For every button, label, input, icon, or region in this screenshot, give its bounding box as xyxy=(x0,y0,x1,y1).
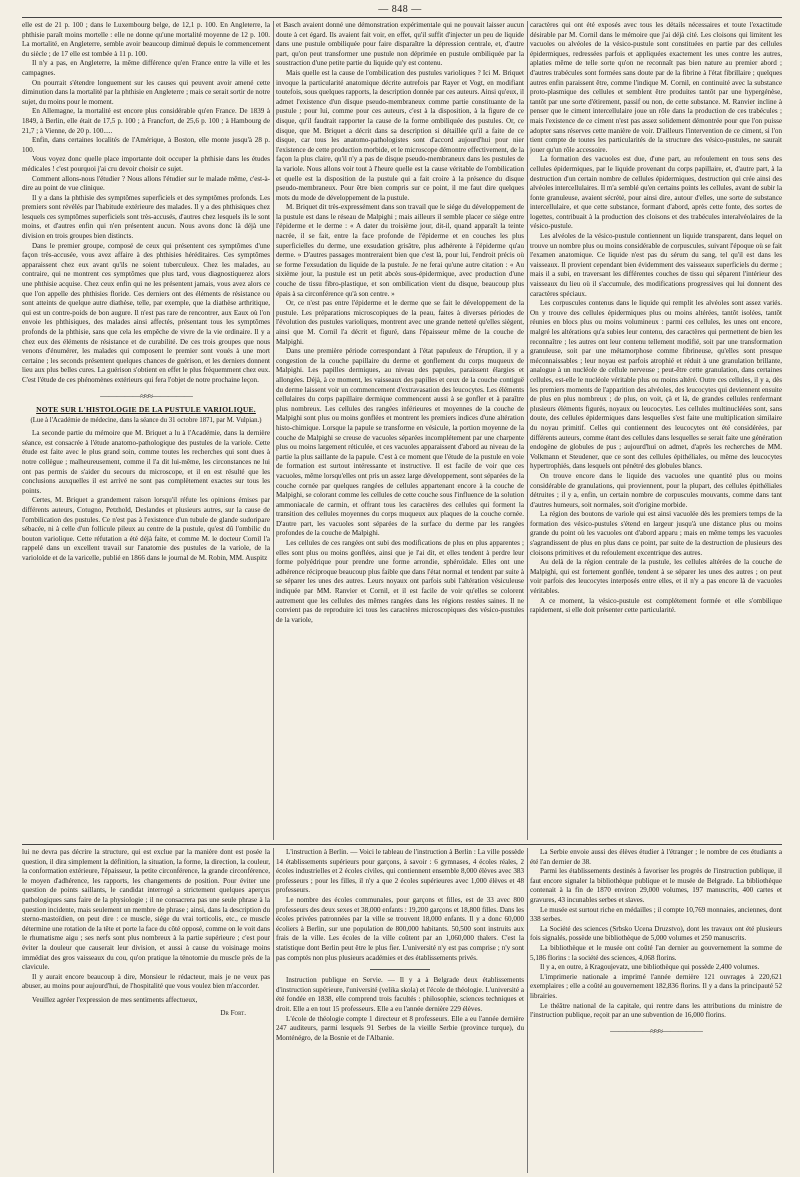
column-2 xyxy=(276,21,524,840)
paragraph: La région des boutons de variole qui est ainsi vacuolée dès les premiers temps de la formation des vésico-pustules s'étend en largeur jusqu'à une distance plus ou moins grande du point où les vacuoles ont d'abord apparu ; mais en même temps les vacuoles s'agrandissent de plus en plus dans ce point, par suite de la destruction de plusieurs des cloisons primitives et du refoulement excentrique des autres. xyxy=(530,510,782,557)
paragraph: Mais quelle est la cause de l'ombilication des pustules varioliques ? Ici M. Briquet invoque la particularité anatomique décrite autrefois par Rayer et Vogt, en modifiant toutefois, sous quelques rapports, la description donnée par ces auteurs. Ainsi qu'eux, il admet l'existence d'un disque pseudo-membraneux comme partie constituante de la pustule ; pour lui, comme pour ces auteurs, c'est à la disposition, à la figure de ce disque, qu'il faudrait rapporter la cause de la forme ombiliquée des pustules. Or, ce disque, que M. Briquet a décrit dans sa description si détaillée qu'il a faite de ce disque, car tous les anatomo-pathologistes sont d'accord aujourd'hui pour nier l'existence de cette production morbide, et le microscope démontre effectivement, de la façon la plus claire, qu'il n'y a pas de disque pseudo-membraneux dans les pustules de la variole. Nous allons voir tout à l'heure quelle est la cause véritable de l'ombilication et quelle est la disposition de la pustule qui a fait croire à la présence du disque pseudo-membraneux. Pour être bien compris sur ce point, il me faut dire quelques mots du mode de développement de la pustule. xyxy=(276,68,524,202)
paragraph: La Serbie envoie aussi des élèves étudier à l'étranger ; le nombre de ces étudiants a été l'an dernier de 38. xyxy=(530,848,782,866)
paragraph: Or, ce n'est pas entre l'épiderme et le derme que se fait le développement de la pustule. Les préparations microscopiques de la peau, faites à diverses périodes de l'évolution des pustules varioliques, montrent avec une grande netteté qu'elles siègent, ainsi que M. Cornil l'a décrit et figuré, dans l'épaisseur même de la couche de Malpighi. xyxy=(276,299,524,346)
paragraph: En Allemagne, la mortalité est encore plus considérable qu'en France. De 1839 à 1849, à Berlin, elle était de 17,5 p. 100 ; à Francfort, de 25,6 p. 100 ; à Hambourg de 21,7 ; à Vienne, de 20 p. 100..... xyxy=(22,107,270,135)
paragraph: Parmi les établissements destinés à favoriser les progrès de l'instruction publique, il faut encore signaler la bibliothèque publique et le musée de Belgrade. La bibliothèque contenait à la fin de 1870 environ 29,000 volumes, 197 manuscrits, 400 cartes et gravures, 43 incunables serbes et slaves. xyxy=(530,867,782,904)
paragraph: L'instruction à Berlin. — Voici le tableau de l'instruction à Berlin : La ville possède 14 établissements supérieurs pour garçons, à savoir : 6 gymnases, 4 écoles réales, 2 écoles industrielles et 2 écoles civiles, qui contiennent ensemble 8,000 élèves avec 383 professeurs ; pour les filles, il n'y a que 2 écoles supérieures avec 1,000 élèves et 48 professeurs. xyxy=(276,848,524,895)
short-divider xyxy=(370,969,430,970)
paragraph: Il y aurait encore beaucoup à dire, Monsieur le rédacteur, mais je ne veux pas abuser, au moins pour aujourd'hui, de l'hospitalité que vous voulez bien m'accorder. xyxy=(22,972,270,991)
paragraph: L'école de théologie compte 1 directeur et 8 professeurs. Elle a eu l'année dernière 247 auditeurs, parmi lesquels 91 Serbes de la vieille Serbie (province turque), du Monténégro, de la Bosnie et de l'Albanie. xyxy=(276,1014,524,1042)
paragraph: La Société des sciences (Srbsko Ucena Druzstvo), dont les travaux ont été plusieurs fois signalés, possède une bibliothèque de 5,000 volumes et 250 manuscrits. xyxy=(530,924,782,943)
column-divider xyxy=(527,21,528,840)
paragraph: L'imprimerie nationale a imprimé l'année dernière 121 ouvrages à 220,621 exemplaires ; elle a coûté au gouvernement 182,836 florins. Il y a dans la principauté 52 librairies. xyxy=(530,972,782,1000)
paragraph: Les corpuscules contenus dans le liquide qui remplit les alvéoles sont assez variés. On y trouve des cellules épidermiques plus ou moins altérées, tantôt isolées, tantôt réunies en blocs plus ou moins volumineux : parmi ces cellules, les unes ont encore, malgré les altérations qu'a subies leur contenu, des caractères qui permettent de bien les reconnaître ; les autres ont leur contenu tellement modifié, soit par une transformation granuleuse, soit par une métamorphose comme fibrineuse, qu'elles sont presque méconnaissables ; leur noyau est parfois atrophié et réduit à une granulation brillante, analogue à un nucléole de cellule nerveuse ; peut-être cette granulation, dans certaines cellules, est-elle le nucléole véritable plus ou moins altéré. Outre ces cellules, il y a, dès les premiers moments de l'apparition des alvéoles, des leucocytes qui deviennent ensuite de plus en plus nombreux ; de plus, on voit, çà et là, de grandes cellules renfermant plusieurs éléments figurés, noyaux ou leucocytes. Les cellules multinucléées sont, sans doute, des cellules épidermiques dans lesquelles s'est faite une multiplication similaire du noyau primitif. Celles qui contiennent des leucocytes ont été considérées, par différents auteurs, comme étant des cellules dans lesquelles se serait faite une génération endogène de globules de pus ; aujourd'hui on admet, d'après les recherches de MM. Volkmann et Steudener, que ce sont des cellules épithéliales, ou même des leucocytes hypertrophiés, dans lesquels ont pénétré des globules blancs. xyxy=(530,299,782,471)
column-divider xyxy=(527,848,528,1173)
section-subtitle: (Lue à l'Académie de médecine, dans la séance du 31 octobre 1871, par M. Vulpian.) xyxy=(30,416,262,424)
bottom-column-3 xyxy=(530,848,782,1173)
paragraph: Les cellules de ces rangées ont subi des modifications de plus en plus apparentes ; elles sont plus ou moins gonflées, ainsi que je l'ai dit, et elles tendent à perdre leur forme polyédrique pour prendre une forme arrondie, sphéroïdale. Elles ont une adhérence réciproque beaucoup plus faible que dans l'état normal et tendent par suite à se séparer les unes des autres. Leurs noyaux ont parfois subi l'altération vésiculeuse indiquée par MM. Ranvier et Cornil, et il est facile de voir qu'elles se colorent autrement que les cellules des mêmes rangées dans les régions restées saines. Il ne convient pas de reproduire ici tous les caractères microscopiques des vésico-pustules de la variole, xyxy=(276,539,524,624)
section-ornament: —————≈≈≈————— xyxy=(100,390,192,401)
paragraph: Instruction publique en Servie. — Il y a à Belgrade deux établissements d'instruction supérieure, l'université (velika skola) et l'école de théologie. L'université a été fondée en 1838, elle comprend trois facultés : philosophie, sciences techniques et droit. Elle a en tout 15 professeurs. Elle a eu l'année dernière 229 élèves. xyxy=(276,976,524,1013)
top-rule xyxy=(22,17,782,18)
paragraph: On trouve encore dans le liquide des vacuoles une quantité plus ou moins considérable de granulations, qui proviennent, pour la plupart, des cellules épithéliales détruites ; il y a, enfin, un certain nombre de corpuscules mouvants, comme dans tant d'autres humeurs, soit normales, soit d'origine morbide. xyxy=(530,471,782,509)
paragraph: M. Briquet dit très-expressément dans son travail que le siége du développement de la pustule est dans le réseau de Malpighi ; mais ailleurs il semble placer ce siége entre l'épiderme et le derme : « A dater du troisième jour, dit-il, quand apparaît la teinte nacrée, il se fait, entre la face profonde de l'épiderme et en couches les plus superficielles du derme, une exsudation grisâtre, plus adhérente à l'épiderme qu'au derme. » D'autres passages montreraient bien que c'est là, pour lui, l'endroit précis où se forme l'exsudation du liquide de la pustule. Je ne ferai qu'une autre citation : « Au sixième jour, la pustule est un petit abcès sous-épidermique, avec production d'une couche de tissu fibro-plastique, et son ombilication vient du disque, beaucoup plus épais à sa circonférence qu'à son centre. » xyxy=(276,203,524,298)
paragraph: Certes, M. Briquet a grandement raison lorsqu'il réfute les opinions émises par différents auteurs, Cotugno, Petzhold, Deslandes et plusieurs autres, sur la cause de l'ombilication des pustules. Ce n'est pas à l'existence d'un tubule de glande sudoripare sébacée, ni à celle d'un follicule pileux au centre de la pustule, qu'est dû l'ombilic du bouton variolique. Cette réfutation a été déjà faite, et comme M. le docteur Cornil l'a rappelé dans un excellent travail sur l'anatomie des pustules de la variole, de la varioloïde et de la varicelle, publié en 1866 dans le journal de M. Robin, MM. Auspitz xyxy=(22,496,270,562)
paragraph: Au delà de la région centrale de la pustule, les cellules altérées de la couche de Malpighi, qui est fortement gonflée, tendent à se séparer les unes des autres ; on peut voir parfois des leucocytes interposés entre elles, et il n'y a pas encore là de vacuoles véritables. xyxy=(530,558,782,596)
paragraph: elle est de 21 p. 100 ; dans le Luxembourg belge, de 12,1 p. 100. En Angleterre, la phthisie paraît moins mortelle : elle ne donne qu'une mortalité moyenne de 12 p. 100. La mortalité, en Angleterre, semble avoir beaucoup diminué depuis le commencement du siècle ; de 17 elle est tombée à 11 p. 100. xyxy=(22,21,270,58)
paragraph: On pourrait s'étendre longuement sur les causes qui peuvent avoir amené cette diminution dans la mortalité par la phthisie en Angleterre ; mais ce serait sortir de notre sujet, du moins pour le moment. xyxy=(22,78,270,106)
paragraph: Veuillez agréer l'expression de mes sentiments affectueux, xyxy=(32,995,198,1004)
paragraph: Le théâtre national de la capitale, qui rentre dans les attributions du ministre de l'instruction publique, reçoit par an une subvention de 16,000 florins. xyxy=(530,1001,782,1020)
paragraph: Il y a, en outre, à Kragoujevatz, une bibliothèque qui possède 2,400 volumes. xyxy=(540,963,760,972)
bottom-column-2 xyxy=(276,848,524,1173)
signature: Dr Fort. xyxy=(220,1008,246,1017)
paragraph: Il y a dans la phthisie des symptômes superficiels et des symptômes profonds. Les premiers sont révélés par l'habitude extérieure des malades. Il y a des phthisiques chez lesquels ces symptômes superficiels sont très-accusés, d'autres chez lesquels ils le sont moins, et d'autres enfin qui n'en présentent aucun. Nous avons donc là déjà une division en trois groupes bien distincts. xyxy=(22,193,270,241)
paragraph: caractères qui ont été exposés avec tous les détails nécessaires et toute l'exactitude désirable par M. Cornil dans le mémoire que j'ai déjà cité. Les cloisons qui limitent les vacuoles ou alvéoles de la vésico-pustule sont constituées en partie par des cellules épidermiques, redressées parfois et appliquées exactement les unes contre les autres, aplaties même de telle sorte qu'on ne reconnaît pas bien nature au premier abord ; d'autres trabécules sont formées sans doute par de la fibrine à l'état fibrillaire ; quelques autres enfin paraissent être, comme l'indique M. Cornil, en continuité avec la substance proto-plasmique des cellules et semblent être produites tantôt par une hypergénèse, tantôt par une sorte d'étirement, passif ou non, de cette substance. M. Ranvier incline à penser que le ciment intercellulaire joue un rôle dans la production de ces trabécules ; mais l'existence de ce ciment n'est pas assez solidement démontrée pour que l'on puisse adopter sans réserves cette manière de voir. D'ailleurs l'intervention de ce ciment, si l'on tient compte de toutes les particularités de la structure des vésico-pustules, ne saurait jouer qu'un rôle accessoire. xyxy=(530,21,782,154)
bottom-column-1 xyxy=(22,848,270,1173)
paragraph: Enfin, dans certaines localités de l'Amérique, à Boston, elle monte jusqu'à 28 p. 100. xyxy=(22,136,270,154)
paragraph: Vous voyez donc quelle place importante doit occuper la phthisie dans les études médicales ! c'est pourquoi j'ai cru devoir choisir ce sujet. xyxy=(22,155,270,173)
paragraph: Dans une première période correspondant à l'état papuleux de l'éruption, il y a congestion de la couche papillaire du derme et gonflement du corps muqueux de Malpighi. Les papilles dermiques, au niveau des papules, paraissent élargies et allongées. Déjà, à ce moment, les vaisseaux des papilles et ceux de la couche contiguë du derme laissent voir un commencement d'extravasation des leucocytes. Les éléments cellulaires du corps papillaire dermique commencent aussi à se gonfler et à paraître plus nombreux. Les cellules des rangées inférieures et moyennes de la couche de Malpighi sont plus ou moins gonflées et montrent les premiers indices d'une altération histo-chimique. Lorsque la papule se transforme en vésicule, la portion moyenne de la couche de Malpighi se creuse de vacuoles séparées incomplétement par une charpente plus ou moins largement réticulée, et ces vacuoles apparaissent d'abord au niveau de la partie la plus saillante de la papule. C'est à ce moment que l'étude de la pustule en voie de formation est surtout intéressante et instructive. Il est facile de voir que ces vacuoles, même lorsqu'elles ont pris un assez large développement, sont séparées de la couche cornée par quelques rangées de cellules appartenant encore à la couche de Malpighi, se colorant comme les cellules de cette couche sous l'influence de la solution ammoniacale de carmin, et offrant tous les caractères des cellules qui forment la transition des cellules moyennes du corps muqueux aux plaques de la couche cornée. D'autre part, les vacuoles sont séparées de la surface du derme par les rangées profondes de la couche de Malpighi. xyxy=(276,347,524,538)
section-divider xyxy=(22,844,782,845)
paragraph: La bibliothèque et le musée ont coûté l'an dernier au gouvernement la somme de 5,186 florins : la société des sciences, 4,068 florins. xyxy=(530,943,782,962)
paragraph: La seconde partie du mémoire que M. Briquet a lu à l'Académie, dans la dernière séance, est consacrée à l'étude anatomo-pathologique des pustules de la variole. Cette étude est faite avec le plus grand soin, comme toutes les recherches qui sont dues à notre collègue ; malheureusement, comme il l'a dit lui-même, les circonstances ne lui ont pas permis de s'aider du secours du microscope, et il en est résulté que les conclusions auxquelles il est arrivé ne sont pas complètement exactes sur tous les points. xyxy=(22,429,270,495)
paragraph: lui ne devra pas décrire la structure, qui est exclue par la manière dont est posée la question, il dira simplement la définition, la situation, la forme, la direction, la couleur, la conformation extérieure, l'épaisseur, la petite circonférence, la grande circonférence, le moyen d'adhérence, les rapports, les changements de position. Pour éviter une question de points saillants, le candidat interrogé a strictement quelques aperçus pathologiques sans faire de la physiologie ; il ne consacrera pas une seule phrase à la question incidente, mais seulement un membre de phrase ; ainsi, dans la description du sterno-mastoïdien, on peut dire : ce muscle, siége du vrai torticolis, etc., ce muscle détermine une rotation de la tête et porte la face du côté opposé, comme on le voit dans le rhumatisme aigu ; ses nerfs sont plus nombreux à la partie supérieure ; c'est pour éviter la douleur que causerait leur division, et aussi à cause du voisinage moins immédiat des gros vaisseaux du cou, qu'on pratique la ténotomie du muscle près de la clavicule. xyxy=(22,848,270,972)
paragraph: Le nombre des écoles communales, pour garçons et filles, est de 33 avec 800 professeurs des deux sexes et 38,000 enfants : 19,200 garçons et 18,800 filles. Dans les écoles privées patronnées par la ville se trouvent 18,000 enfants. Il y a donc 60,000 écoliers à Berlin, sur une population de 800,000 habitants. 50,500 sont instruits aux frais de la ville. Les écoles de la ville coûtent par an 1,060,000 thalers. C'est la statistique dont Berlin peut être le plus fier. L'université n'y est pas comprise ; n'y sont pas comptés non plus plusieurs académies et des établissements privés. xyxy=(276,895,524,962)
paragraph: Le musée est surtout riche en médailles ; il compte 10,769 monnaies, anciennes, dont 338 serbes. xyxy=(530,905,782,924)
column-divider xyxy=(273,21,274,840)
paragraph: Comment allons-nous l'étudier ? Nous allons l'étudier sur le malade même, c'est-à-dire au point de vue clinique. xyxy=(22,174,270,193)
paragraph: A ce moment, la vésico-pustule est complétement formée et elle s'ombilique rapidement, si elle doit présenter cette particularité. xyxy=(530,596,782,615)
paragraph: Il n'y a pas, en Angleterre, la même différence qu'en France entre la ville et les campagnes. xyxy=(22,59,270,77)
page-number: — 848 — xyxy=(378,4,422,15)
section-title: NOTE SUR L'HISTOLOGIE DE LA PUSTULE VARIOLIQUE. xyxy=(36,405,256,415)
paragraph: Dans le premier groupe, composé de ceux qui présentent ces symptômes d'une façon très-accusée, vous avez affaire à des phthisies héréditaires. Ces symptômes apparaissent chez eux avant qu'ils ne soient tuberculeux. Chez les malades, au contraire, qui ne montrent ces symptômes que plus tard, vous diagnostiquerez alors une phthisie acquise. Chez ceux enfin qui ne les présentent jamais, vous avez alors ce que l'on appelle des phthisies floride. Ces derniers ont des éléments de résistance ou sont atteints de quelque autre diathèse, telle, par exemple, que la diathèse arthritique, qui est un contre-poids de bon augure. Il n'est pas rare de rencontrer, aux Eaux où l'on envoie les phthisiques, des malades ainsi affectés, présentant tous les symptômes profonds de la phthisie, sans que cela les empêche de vivre de la vie ordinaire. Il y a chez eux des éléments de résistance et de curabilité. De ces trois groupes que nous venons d'énumérer, les malades qui composent le premier sont voués à une mort certaine ; les seconds présentent quelques chances de guérison, et les derniers donnent lieu aux plus belles cures. La guérison s'obtient en effet le plus fréquemment chez eux. C'est l'étude de ces phénomènes extérieurs qui fera l'objet de notre prochaine leçon. xyxy=(22,241,270,384)
column-3 xyxy=(530,21,782,840)
paragraph: et Basch avaient donné une démonstration expérimentale qui ne pouvait laisser aucun doute à cet égard. Ils avaient fait voir, en effet, qu'il suffit d'injecter un peu de liquide dans une pustule ombiliquée pour faire disparaître la dépression centrale, et, d'autre part, qu'on peut transformer une pustule non déprimée en pustule ombiliquée par la soustraction d'une petite partie du liquide qu'y est contenu. xyxy=(276,21,524,68)
column-divider xyxy=(273,848,274,1173)
column-1 xyxy=(22,21,270,840)
paragraph: La formation des vacuoles est due, d'une part, au refoulement en tous sens des cellules épidermiques, par le liquide provenant du corps papillaire, et, d'autre part, à la destruction d'un certain nombre de cellules épidermiques, destruction qui crée ainsi des alvéoles intercellulaires. Il m'a semblé qu'en certains points les cellules, avant de subir la fonte granuleuse, avaient sécrété, pour ainsi dire, autour d'elles, une sorte de substance intercellulaire, et que cette substance, formant d'abord, après cette fonte, des sortes de logettes, contribuait à la production des cloisons et des trabécules interalvéolaires de la vésico-pustule. xyxy=(530,155,782,231)
end-ornament: —————≈≈≈————— xyxy=(610,1025,702,1036)
paragraph: Les alvéoles de la vésico-pustule contiennent un liquide transparent, dans lequel on trouve un nombre plus ou moins considérable de corpuscules, suivant l'époque où se fait l'examen anatomique. Ce liquide n'est pas du sérum du sang, tel qu'il est dans les vaisseaux. Il provient cependant bien évidemment des vaisseaux superficiels du derme ; mais il a subi, en traversant les différentes couches de tissu qui séparent l'intérieur des vaisseaux du lieu où il s'accumule, des modifications progressives qui lui donnent des caractères spéciaux. xyxy=(530,232,782,298)
